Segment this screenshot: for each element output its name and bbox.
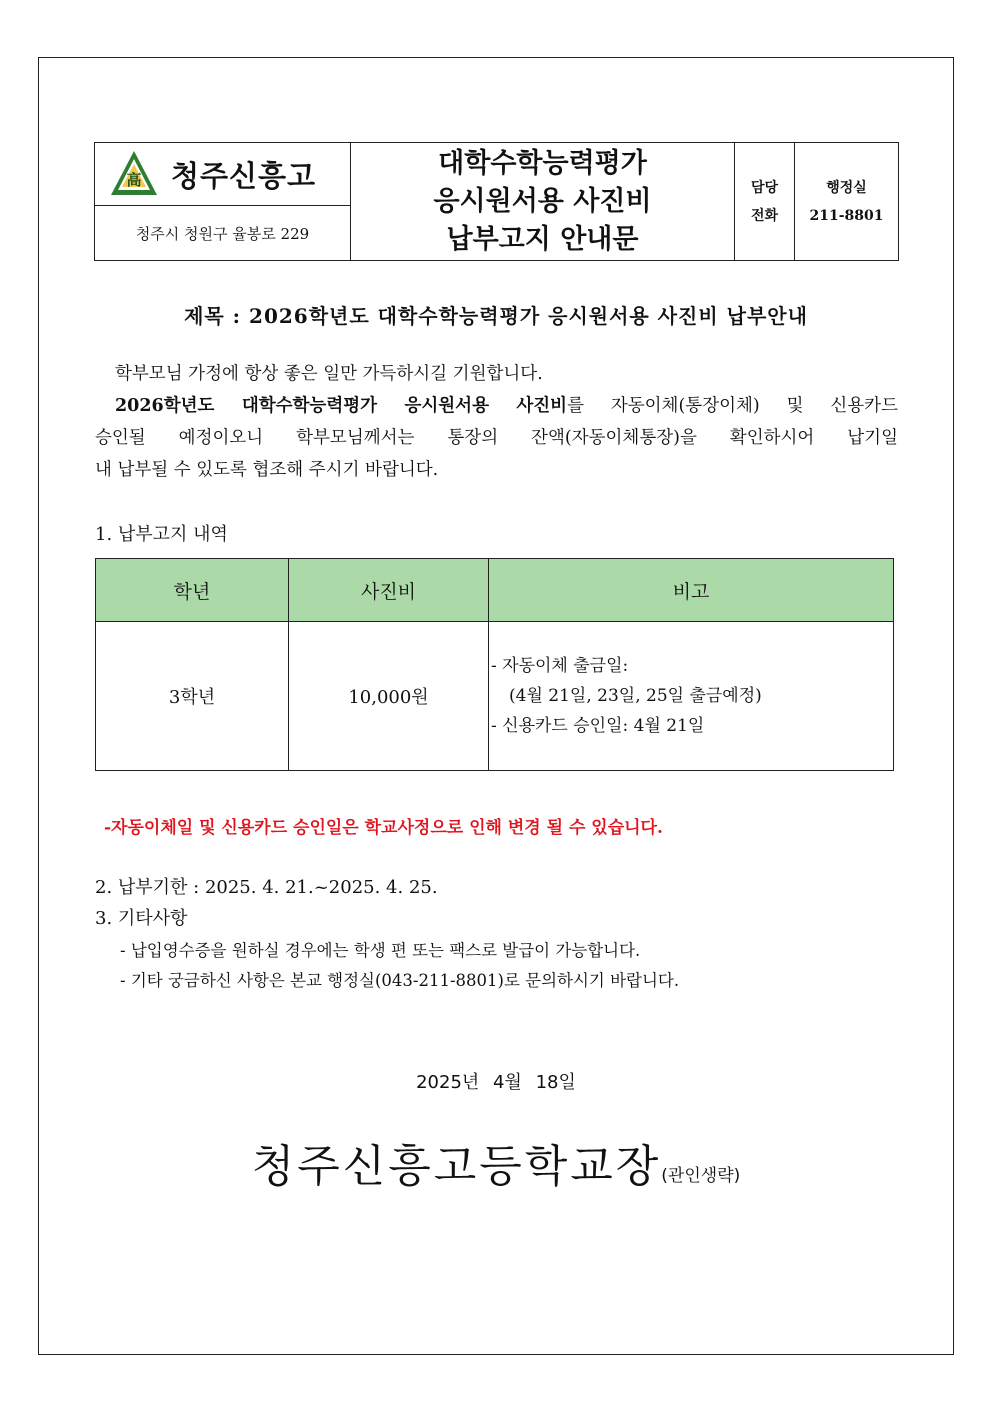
body-line-2-bold: 2026학년도 대학수학능력평가 응시원서용 사진비 bbox=[115, 396, 568, 416]
cell-grade: 3학년 bbox=[96, 622, 289, 771]
fee-table bbox=[95, 558, 894, 771]
school-address: 청주시 청원구 율봉로 229 bbox=[95, 206, 351, 261]
section-1-title: 1. 납부고지 내역 bbox=[95, 524, 228, 545]
col-header-grade: 학년 bbox=[96, 559, 289, 622]
note-line: - 신용카드 승인일: 4월 21일 bbox=[491, 716, 705, 736]
contact-label-phone: 전화 bbox=[750, 207, 779, 224]
subject-line: 제목 : 2026학년도 대학수학능력평가 응시원서용 사진비 납부안내 bbox=[184, 304, 808, 328]
cell-fee: 10,000원 bbox=[289, 622, 489, 771]
body-line-2 bbox=[95, 390, 898, 422]
document-title bbox=[351, 143, 735, 261]
note-line: - 자동이체 출금일: bbox=[491, 656, 629, 676]
cell-note bbox=[489, 622, 894, 771]
body-paragraph bbox=[95, 358, 898, 486]
stamp-note: (관인생략) bbox=[661, 1166, 741, 1186]
issue-date: 2025년 4월 18일 bbox=[416, 1072, 576, 1093]
logo-cell bbox=[95, 143, 351, 206]
col-header-fee: 사진비 bbox=[289, 559, 489, 622]
table-row bbox=[96, 622, 894, 771]
section-3-item: - 납입영수증을 원하실 경우에는 학생 편 또는 팩스로 발급이 가능합니다. bbox=[120, 941, 641, 960]
signature bbox=[0, 1130, 992, 1194]
body-line-1: 학부모님 가정에 항상 좋은 일만 가득하시길 기원합니다. bbox=[115, 364, 543, 384]
contact-phone: 211-8801 bbox=[809, 207, 884, 224]
body-line-4: 내 납부될 수 있도록 협조해 주시기 바랍니다. bbox=[95, 460, 439, 480]
contact-dept: 행정실 bbox=[826, 179, 867, 196]
contact-values bbox=[795, 143, 899, 261]
section-3-title: 3. 기타사항 bbox=[95, 908, 188, 929]
emblem-char: 高 bbox=[126, 171, 142, 189]
title-line: 납부고지 안내문 bbox=[446, 223, 639, 255]
col-header-note: 비고 bbox=[489, 559, 894, 622]
principal-title: 청주신흥고등학교장 bbox=[251, 1141, 662, 1192]
contact-labels bbox=[735, 143, 795, 261]
section-2-title: 2. 납부기한 : 2025. 4. 21.~2025. 4. 25. bbox=[95, 877, 438, 898]
contact-label-person: 담당 bbox=[750, 179, 779, 196]
document-header bbox=[94, 142, 899, 261]
title-line: 대학수학능력평가 bbox=[438, 147, 647, 179]
change-notice: -자동이체일 및 신용카드 승인일은 학교사정으로 인해 변경 될 수 있습니다. bbox=[104, 818, 663, 838]
section-3-item: - 기타 궁금하신 사항은 본교 행정실(043-211-8801)로 문의하시기 바랍니다. bbox=[120, 971, 680, 990]
body-line-2-rest: 를 자동이체(통장이체) 및 신용카드 bbox=[567, 396, 898, 416]
note-line: (4월 21일, 23일, 25일 출금예정) bbox=[509, 686, 762, 706]
school-name: 청주신흥고 bbox=[171, 158, 317, 193]
school-emblem-icon bbox=[109, 149, 159, 199]
body-line-3: 승인될 예정이오니 학부모님께서는 통장의 잔액(자동이체통장)을 확인하시어 납기일 bbox=[95, 428, 898, 448]
title-line: 응시원서용 사진비 bbox=[433, 185, 652, 217]
